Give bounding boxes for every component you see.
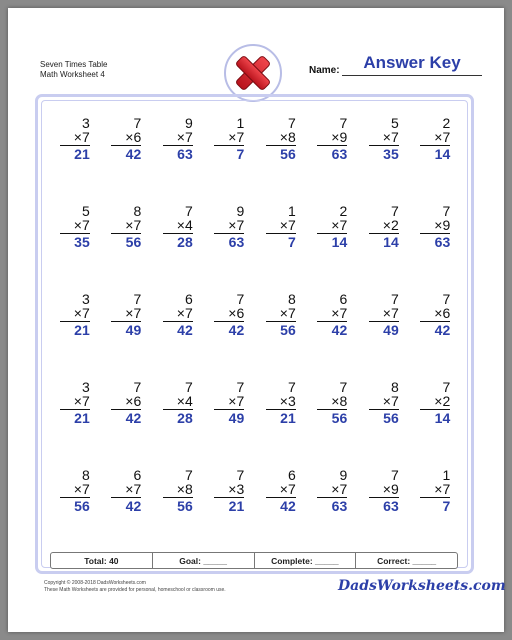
- problem-multiplier: ×7: [279, 217, 296, 233]
- problem-top-number: 1: [287, 203, 296, 219]
- problem-multiplier: ×4: [176, 393, 193, 409]
- problem-answer: 14: [434, 146, 451, 162]
- problem-multiplier: ×7: [125, 481, 142, 497]
- problem-item: [204, 468, 256, 556]
- problem-answer: 49: [228, 410, 245, 426]
- problem-item: [49, 204, 101, 292]
- problem-top-number: 9: [184, 115, 193, 131]
- problem-top-number: 7: [339, 115, 348, 131]
- problem-answer: 56: [74, 498, 90, 514]
- copyright-notice: [44, 580, 226, 594]
- problem-item: [358, 380, 410, 468]
- problem-top-number: 9: [339, 467, 348, 483]
- problem-top-number: 5: [81, 203, 90, 219]
- problem-item: [49, 380, 101, 468]
- score-footer: [50, 552, 458, 569]
- problem-top-number: 7: [390, 203, 399, 219]
- problem-answer: 63: [383, 498, 399, 514]
- problem-item: [410, 380, 462, 468]
- problem-answer: 56: [177, 498, 193, 514]
- problem-multiplier: ×7: [331, 217, 348, 233]
- problem-item: [152, 292, 204, 380]
- problem-answer: 63: [331, 146, 348, 162]
- total-cell: Total: 40: [51, 553, 153, 568]
- problem-multiplier: ×7: [176, 305, 193, 321]
- problem-answer: 42: [125, 410, 142, 426]
- problem-item: [255, 204, 307, 292]
- problem-item: [204, 380, 256, 468]
- problem-answer: 63: [331, 498, 348, 514]
- problem-answer: 63: [177, 146, 193, 162]
- problem-multiplier: ×7: [73, 481, 90, 497]
- site-logo: DadsWorksheets.com: [338, 578, 506, 594]
- goal-cell: Goal: _____: [153, 553, 255, 568]
- problem-multiplier: ×2: [382, 217, 399, 233]
- problem-item: [358, 204, 410, 292]
- problem-answer: 42: [125, 498, 142, 514]
- problem-answer: 42: [434, 322, 451, 338]
- problem-answer: 63: [434, 234, 451, 250]
- problem-top-number: 1: [236, 115, 245, 131]
- problem-answer: 56: [280, 322, 296, 338]
- problem-answer: 21: [74, 146, 90, 162]
- problem-item: [152, 468, 204, 556]
- problem-top-number: 7: [442, 379, 451, 395]
- problem-multiplier: ×9: [434, 217, 451, 233]
- answer-key-text: Answer Key: [363, 53, 461, 72]
- problem-answer: 7: [287, 234, 296, 250]
- problem-top-number: 6: [287, 467, 296, 483]
- worksheet-title: [40, 60, 107, 80]
- problem-answer: 56: [383, 410, 399, 426]
- problem-answer: 42: [228, 322, 245, 338]
- problem-multiplier: ×8: [176, 481, 193, 497]
- copyright-line-1: Copyright © 2008-2018 DadsWorksheets.com: [44, 580, 146, 586]
- problem-answer: 14: [331, 234, 348, 250]
- problem-top-number: 3: [81, 291, 90, 307]
- problem-top-number: 3: [81, 115, 90, 131]
- problem-top-number: 2: [442, 115, 451, 131]
- problem-top-number: 7: [133, 379, 142, 395]
- problem-top-number: 8: [390, 379, 399, 395]
- problem-answer: 63: [228, 234, 245, 250]
- problem-item: [410, 116, 462, 204]
- problem-answer: 49: [125, 322, 142, 338]
- problem-top-number: 1: [442, 467, 451, 483]
- problem-item: [307, 380, 359, 468]
- problem-item: [307, 116, 359, 204]
- problem-top-number: 9: [236, 203, 245, 219]
- problem-top-number: 6: [339, 291, 348, 307]
- problem-multiplier: ×7: [228, 393, 245, 409]
- problem-top-number: 7: [287, 379, 296, 395]
- problem-answer: 42: [331, 322, 348, 338]
- correct-cell: Correct: _____: [377, 555, 437, 566]
- problem-multiplier: ×7: [228, 129, 245, 145]
- problem-answer: 42: [280, 498, 296, 514]
- problem-answer: 14: [434, 410, 451, 426]
- problem-item: [101, 116, 153, 204]
- problem-multiplier: ×9: [331, 129, 348, 145]
- problem-answer: 42: [177, 322, 193, 338]
- problem-multiplier: ×6: [125, 393, 142, 409]
- problem-top-number: 7: [184, 379, 193, 395]
- problem-top-number: 7: [236, 291, 245, 307]
- problem-multiplier: ×7: [176, 129, 193, 145]
- problem-multiplier: ×7: [228, 217, 245, 233]
- problem-multiplier: ×7: [73, 217, 90, 233]
- problem-item: [101, 204, 153, 292]
- problem-multiplier: ×7: [73, 305, 90, 321]
- problem-item: [204, 116, 256, 204]
- problem-multiplier: ×7: [382, 393, 399, 409]
- problem-item: [101, 468, 153, 556]
- problem-multiplier: ×7: [434, 481, 451, 497]
- problem-top-number: 2: [339, 203, 348, 219]
- problem-item: [358, 292, 410, 380]
- problem-top-number: 7: [133, 291, 142, 307]
- problem-answer: 56: [125, 234, 142, 250]
- problem-item: [204, 204, 256, 292]
- problem-item: [410, 468, 462, 556]
- problem-item: [152, 116, 204, 204]
- problem-item: [255, 116, 307, 204]
- problem-item: [255, 380, 307, 468]
- problem-item: [255, 468, 307, 556]
- problem-top-number: 7: [442, 203, 451, 219]
- problem-top-number: 7: [390, 291, 399, 307]
- problem-multiplier: ×3: [279, 393, 296, 409]
- problem-multiplier: ×7: [382, 305, 399, 321]
- problem-item: [307, 468, 359, 556]
- problem-multiplier: ×6: [125, 129, 142, 145]
- problem-item: [307, 204, 359, 292]
- problem-answer: 56: [331, 410, 348, 426]
- problem-multiplier: ×8: [279, 129, 296, 145]
- title-line-2: Math Worksheet 4: [40, 70, 105, 79]
- name-underline: [342, 75, 482, 76]
- problem-top-number: 7: [236, 467, 245, 483]
- problem-multiplier: ×7: [125, 305, 142, 321]
- problem-answer: 21: [280, 410, 296, 426]
- problem-multiplier: ×7: [73, 393, 90, 409]
- problem-answer: 14: [383, 234, 399, 250]
- problem-top-number: 5: [390, 115, 399, 131]
- problem-multiplier: ×7: [382, 129, 399, 145]
- name-label: Name:: [309, 65, 340, 76]
- problem-item: [358, 116, 410, 204]
- problem-top-number: 7: [442, 291, 451, 307]
- problem-multiplier: ×2: [434, 393, 451, 409]
- problem-item: [49, 116, 101, 204]
- problem-top-number: 7: [390, 467, 399, 483]
- problem-multiplier: ×7: [125, 217, 142, 233]
- problem-answer: 21: [228, 498, 245, 514]
- problem-top-number: 7: [133, 115, 142, 131]
- problem-multiplier: ×3: [228, 481, 245, 497]
- problem-multiplier: ×7: [434, 129, 451, 145]
- copyright-line-2: These Math Worksheets are provided for personal, homeschool or classroom use.: [44, 587, 226, 593]
- problem-item: [101, 380, 153, 468]
- problem-item: [49, 468, 101, 556]
- problem-multiplier: ×4: [176, 217, 193, 233]
- problem-multiplier: ×6: [228, 305, 245, 321]
- problem-multiplier: ×6: [434, 305, 451, 321]
- problem-top-number: 7: [184, 467, 193, 483]
- problem-answer: 42: [125, 146, 142, 162]
- problem-answer: 35: [74, 234, 90, 250]
- problem-answer: 7: [236, 146, 245, 162]
- problem-multiplier: ×9: [382, 481, 399, 497]
- red-x-icon: [226, 46, 280, 100]
- problem-top-number: 7: [287, 115, 296, 131]
- problem-item: [49, 292, 101, 380]
- problem-top-number: 6: [184, 291, 193, 307]
- problem-answer: 28: [177, 410, 193, 426]
- complete-cell: Complete: _____: [255, 553, 357, 568]
- problem-top-number: 3: [81, 379, 90, 395]
- problem-answer: 28: [177, 234, 193, 250]
- problem-multiplier: ×7: [331, 305, 348, 321]
- title-line-1: Seven Times Table: [40, 60, 108, 69]
- problem-answer: 21: [74, 322, 90, 338]
- problem-item: [152, 204, 204, 292]
- problem-top-number: 7: [184, 203, 193, 219]
- problem-multiplier: ×8: [331, 393, 348, 409]
- problem-multiplier: ×7: [73, 129, 90, 145]
- problem-item: [152, 380, 204, 468]
- problem-top-number: 8: [81, 467, 90, 483]
- problem-item: [358, 468, 410, 556]
- problem-item: [101, 292, 153, 380]
- problem-answer: 21: [74, 410, 90, 426]
- problem-top-number: 6: [133, 467, 142, 483]
- problem-top-number: 8: [287, 291, 296, 307]
- problem-item: [204, 292, 256, 380]
- problem-item: [307, 292, 359, 380]
- problem-item: [410, 292, 462, 380]
- problem-grid: [49, 116, 461, 536]
- problem-answer: 49: [383, 322, 399, 338]
- problem-multiplier: ×7: [279, 481, 296, 497]
- problem-top-number: 8: [133, 203, 142, 219]
- problem-answer: 7: [442, 498, 451, 514]
- problem-item: [410, 204, 462, 292]
- problem-top-number: 7: [236, 379, 245, 395]
- problem-top-number: 7: [339, 379, 348, 395]
- problem-answer: 56: [280, 146, 296, 162]
- problem-answer: 35: [383, 146, 399, 162]
- problem-item: [255, 292, 307, 380]
- problem-multiplier: ×7: [331, 481, 348, 497]
- problem-multiplier: ×7: [279, 305, 296, 321]
